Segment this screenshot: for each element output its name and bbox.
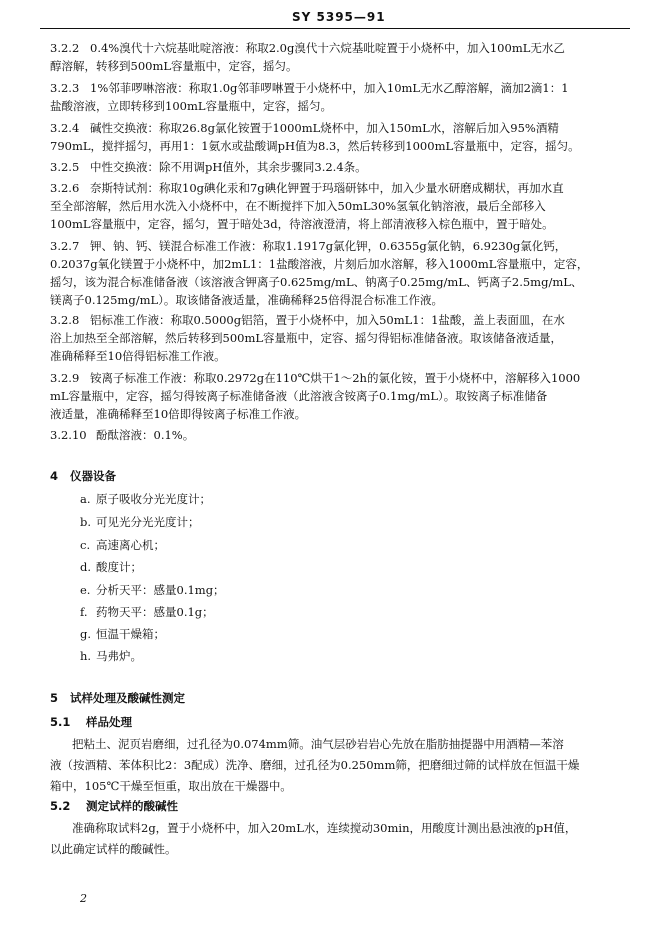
reagent-line: mL容量瓶中，定容，摇匀得铵离子标准储备液（此溶液含铵离子0.1mg/mL）。取铵离子标准储备 (50, 389, 548, 403)
reagent-line: 3.2.4 碱性交换液：称取26.8g氯化铵置于1000mL烧杯中，加入150mL水，溶解后加入95%酒精 (50, 121, 559, 135)
reagent-line: 浴上加热至全部溶解，然后转移到500mL容量瓶中，定容、摇匀得铝标准储备液。取该储备液适量， (50, 331, 562, 345)
equipment-item: c. 高速离心机； (80, 538, 165, 552)
equipment-item: e. 分析天平：感量0.1mg； (80, 583, 225, 597)
reagent-line: 3.2.6 奈斯特试剂：称取10g碘化汞和7g碘化钾置于玛瑙研钵中，加入少量水研磨成糊状，再加水直 (50, 181, 564, 195)
reagent-line: 3.2.3 1%邻菲啰啉溶液：称取1.0g邻菲啰啉置于小烧杯中，加入10mL无水乙醇溶解，滴加2滴1：1 (50, 81, 569, 95)
section-5-heading: 5 试样处理及酸碱性测定 (50, 691, 185, 705)
paragraph-line: 箱中，105℃干燥至恒重，取出放在干燥器中。 (50, 779, 292, 793)
reagent-line: 3.2.9 铵离子标准工作液：称取0.2972g在110℃烘干1～2h的氯化铵，置于小烧杯中，溶解移入1000 (50, 371, 581, 385)
reagent-line: 准确稀释至10倍得铝标准工作液。 (50, 349, 226, 363)
reagent-line: 醇溶解，转移到500mL容量瓶中，定容，摇匀。 (50, 59, 298, 73)
reagent-line: 盐酸溶液，立即转移到100mL容量瓶中，定容，摇匀。 (50, 99, 332, 113)
paragraph-line: 液（按酒精、苯体积比2：3配成）洗净、磨细，过孔径为0.250mm筛，把磨细过筛的试样放在恒温干燥 (50, 758, 580, 772)
standard-header: SY 5395—91 (292, 10, 386, 24)
reagent-line: 摇匀，该为混合标准储备液（该溶液含钾离子0.625mg/mL、钠离子0.25mg/mL、钙离子2.5mg/mL、 (50, 275, 583, 289)
reagent-line: 镁离子0.125mg/mL）。取该储备液适量，准确稀释25倍得混合标准工作液。 (50, 293, 443, 307)
paragraph-line: 把粘土、泥页岩磨细，过孔径为0.074mm筛。油气层砂岩岩心先放在脂肪抽提器中用酒精—苯溶 (72, 737, 564, 751)
reagent-line: 790mL，搅拌摇匀，再用1：1氨水或盐酸调pH值为8.3，然后转移到1000mL容量瓶中，定容，摇匀。 (50, 139, 580, 153)
section-4-heading: 4 仪器设备 (50, 469, 116, 483)
equipment-item: d. 酸度计； (80, 560, 142, 574)
equipment-item: h. 马弗炉。 (80, 649, 142, 663)
reagent-line: 液适量，准确稀释至10倍即得铵离子标准工作液。 (50, 407, 307, 421)
reagent-line: 3.2.8 铝标准工作液：称取0.5000g铝箔，置于小烧杯中，加入50mL1：1盐酸，盖上表面皿，在水 (50, 313, 565, 327)
reagent-line: 至全部溶解，然后用水洗入小烧杯中，在不断搅拌下加入50mL30%氢氧化钠溶液，最后全部移入 (50, 199, 546, 213)
subsection-5-1-heading: 5.1 样品处理 (50, 715, 132, 729)
subsection-5-2-heading: 5.2 测定试样的酸碱性 (50, 799, 178, 813)
reagent-line: 0.2037g氧化镁置于小烧杯中，加2mL1：1盐酸溶液，片刻后加水溶解，移入1000mL容量瓶中，定容， (50, 257, 589, 271)
reagent-line: 3.2.2 0.4%溴代十六烷基吡啶溶液：称取2.0g溴代十六烷基吡啶置于小烧杯中，加入100mL无水乙 (50, 41, 565, 55)
reagent-line: 3.2.5 中性交换液：除不用调pH值外，其余步骤同3.2.4条。 (50, 160, 367, 174)
equipment-item: a. 原子吸收分光光度计； (80, 492, 211, 506)
reagent-line: 3.2.10 酚酞溶液：0.1%。 (50, 428, 195, 442)
paragraph-line: 准确称取试料2g，置于小烧杯中，加入20mL水，连续搅动30min，用酸度计测出悬浊液的pH值， (72, 821, 577, 835)
page-number: 2 (80, 892, 87, 905)
equipment-item: f. 药物天平：感量0.1g； (80, 605, 214, 619)
equipment-item: b. 可见光分光光度计； (80, 515, 200, 529)
paragraph-line: 以此确定试样的酸碱性。 (50, 842, 177, 856)
reagent-line: 100mL容量瓶中，定容，摇匀，置于暗处3d，待溶液澄清，将上部清液移入棕色瓶中，置于暗处。 (50, 217, 554, 231)
equipment-item: g. 恒温干燥箱； (80, 627, 165, 641)
header-rule (40, 28, 630, 29)
reagent-line: 3.2.7 钾、钠、钙、镁混合标准工作液：称取1.1917g氯化钾，0.6355g氯化钠，6.9230g氯化钙， (50, 239, 567, 253)
